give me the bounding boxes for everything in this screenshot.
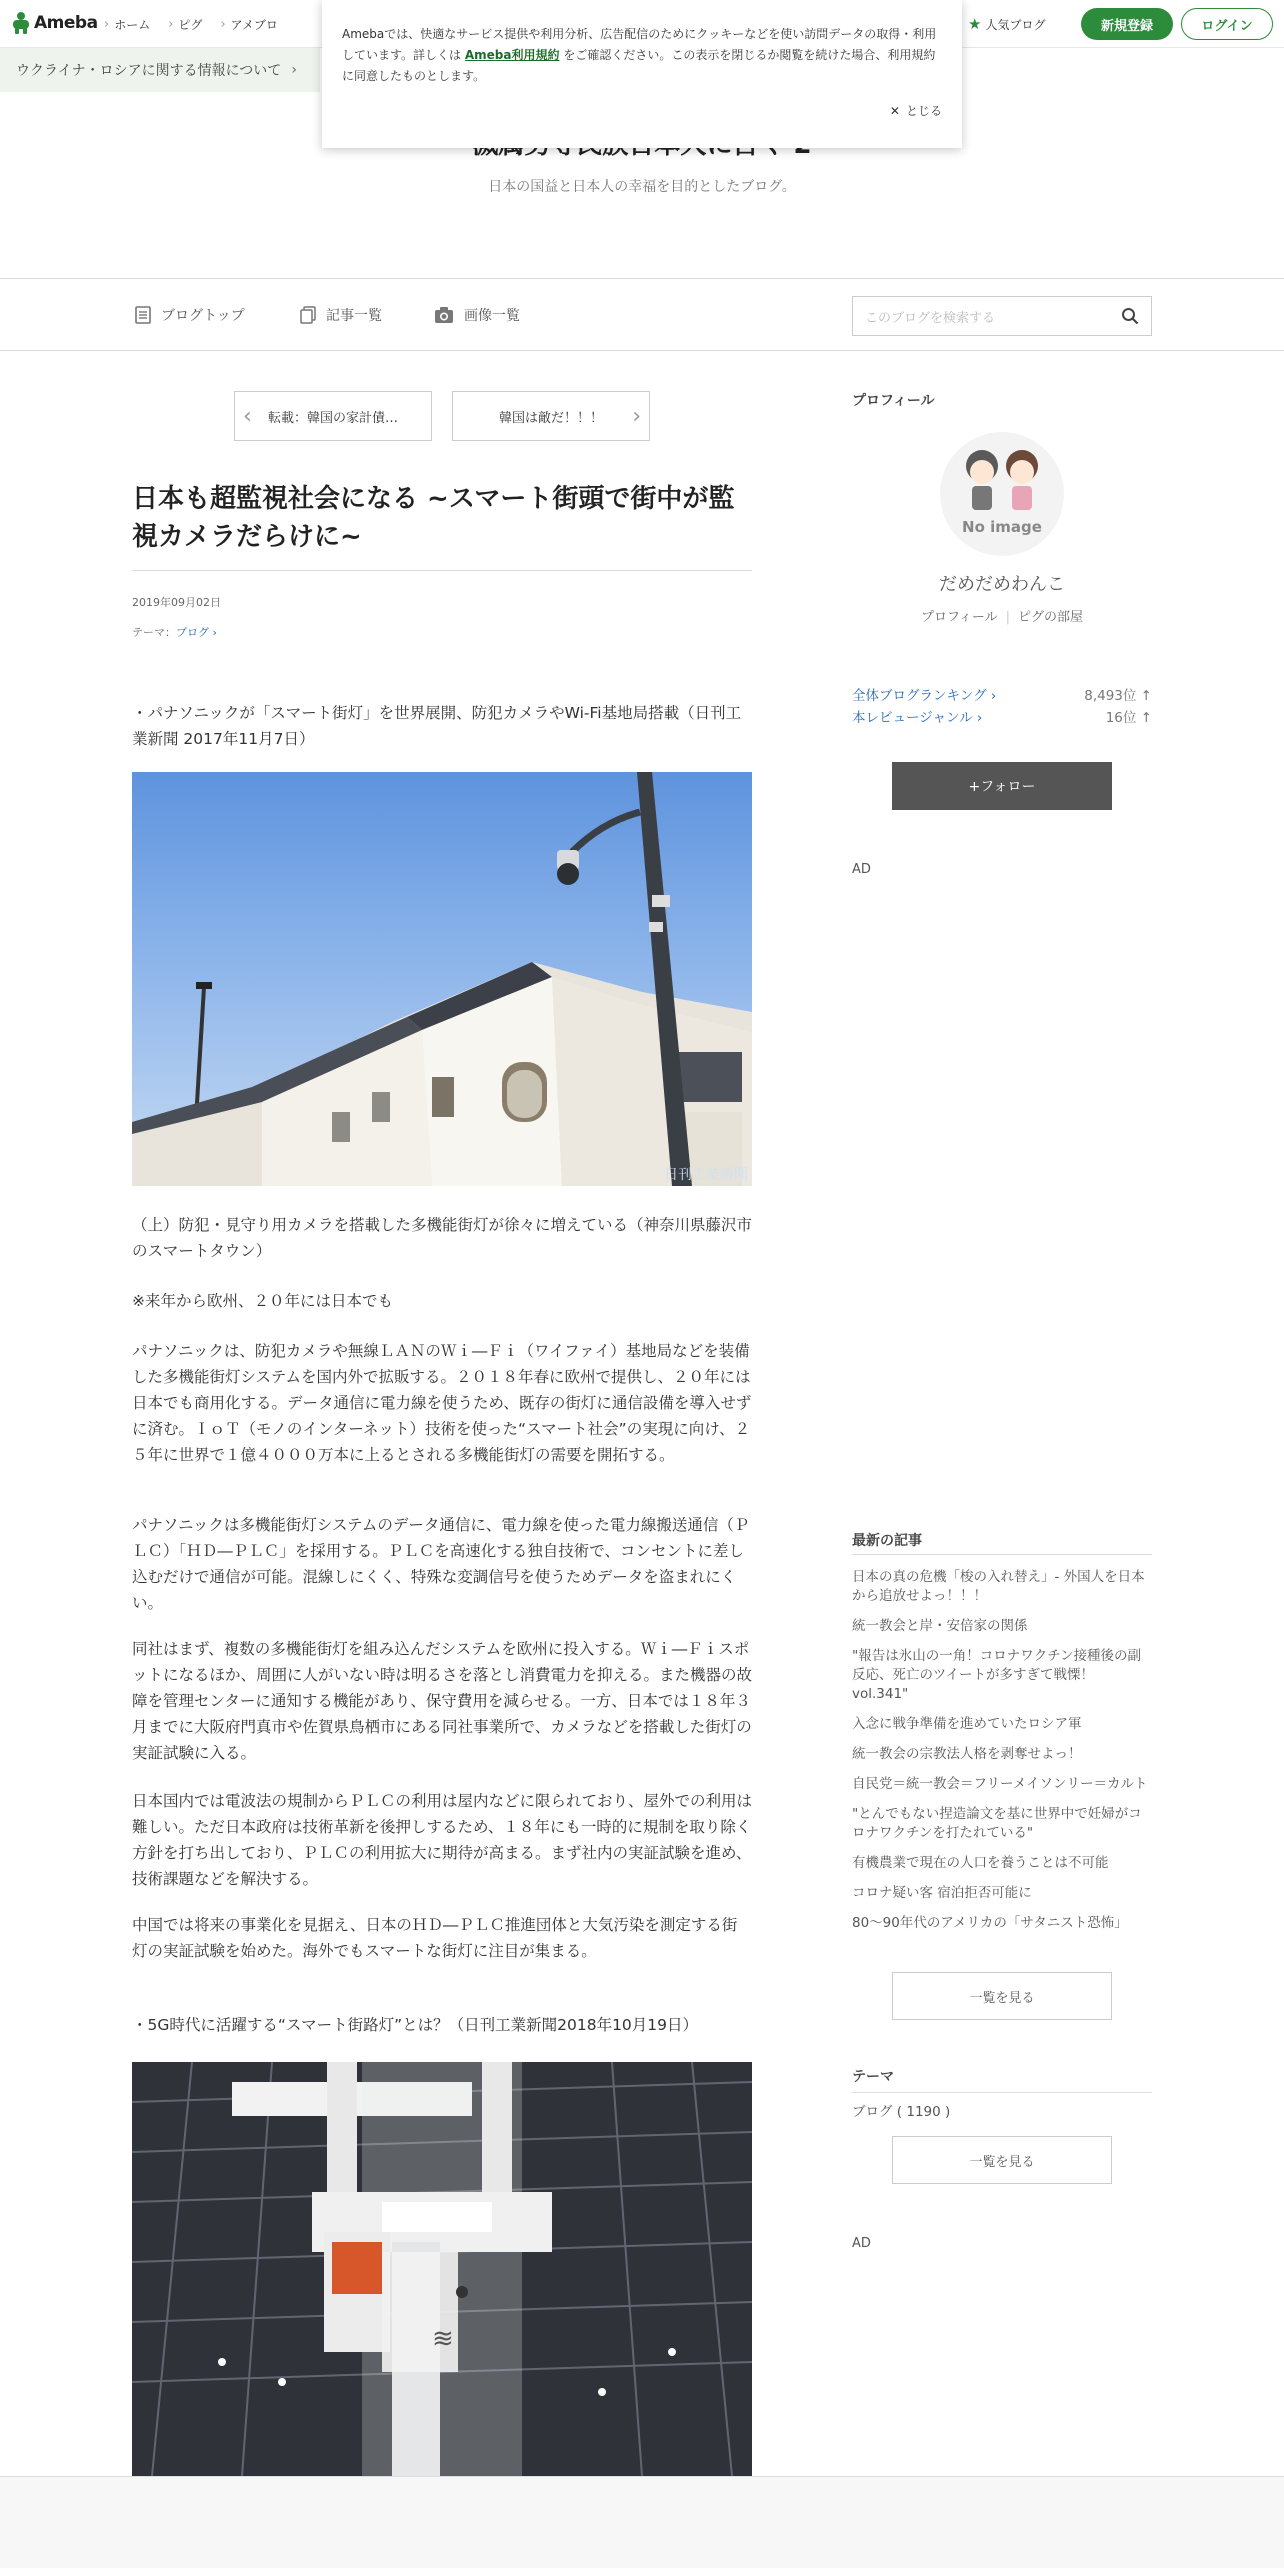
ranking-all-link[interactable]: 全体ブログランキング › — [852, 688, 997, 704]
no-image-label: No image — [962, 518, 1042, 536]
avatar[interactable] — [940, 432, 1064, 556]
article-paragraph: パナソニックは、防犯カメラや無線ＬＡＮのＷｉ―Ｆｉ（ワイファイ）基地局などを装備した多機能街灯システムを国内外で拡販する。２０１８年春に欧州で提供し、２０年には日本でも商用化する。データ通信に電力線を使うため、既存の街灯に通信設備を導入せずに済む。ＩｏＴ（モノのインターネット）技術を使った“スマート社会”の実現に向け、２５年に世界で１億４０００万本に上るとされる多機能街灯の需要を開拓する。 — [132, 1342, 752, 1464]
article-paragraph: ・パナソニックが「スマート街灯」を世界展開、防犯カメラやWi-Fi基地局搭載（日刊工業新聞 2017年11月7日） — [132, 704, 742, 748]
ameba-logo-text: Ameba — [34, 13, 98, 33]
recent-entry[interactable]: "報告は氷山の一角！コロナワクチン接種後の副反応、死亡のツイートが多すぎて戦慄！ vol.341" — [852, 1648, 1142, 1702]
profile-link[interactable]: プロフィール — [920, 610, 998, 625]
theme-link[interactable]: ブログ — [176, 626, 209, 639]
nav-home[interactable]: › ホーム — [104, 16, 150, 33]
article-paragraph: ・5G時代に活躍する“スマート街路灯”とは？（日刊工業新聞2018年10月19日） — [132, 2016, 699, 2034]
recent-entry[interactable]: 80～90年代のアメリカの「サタニスト恐怖」 — [852, 1915, 1128, 1931]
article-date: 2019年09月02日 — [132, 596, 221, 609]
cookie-notice-text — [342, 24, 942, 87]
recent-entry[interactable]: 自民党＝統一教会＝フリーメイソンリー＝カルト — [852, 1776, 1148, 1792]
ad-label: AD — [852, 2236, 871, 2251]
prev-entry-link[interactable] — [234, 391, 432, 441]
theme-more-button[interactable]: 一覧を見る — [892, 2136, 1112, 2184]
image-list-label: 画像一覧 — [464, 308, 520, 324]
profile-links — [852, 606, 1152, 625]
blog-top-label: ブログトップ — [161, 308, 245, 324]
article-paragraph: 中国では将来の事業化を見据え、日本のＨＤ―ＰＬＣ推進団体と大気汚染を測定する街灯の実証試験を始めた。海外でもスマートな街灯に注目が集まる。 — [132, 1916, 738, 1960]
cookie-text-after: をご確認ください。この表示を閉じるか閲覧を続けた場合、利用規約に同意したものとします。 — [342, 48, 936, 83]
entry-list-label: 記事一覧 — [326, 308, 382, 324]
search-icon[interactable] — [1121, 307, 1139, 325]
recent-entries-heading: 最新の記事 — [852, 1533, 922, 1549]
bottom-bar — [0, 2476, 1284, 2568]
nav-ameblo[interactable]: › アメブロ — [220, 16, 277, 33]
recent-entry[interactable]: 統一教会と岸・安倍家の関係 — [852, 1618, 1028, 1634]
blog-top-link[interactable] — [135, 305, 245, 325]
cookie-notice — [322, 0, 962, 148]
ukraine-info-banner[interactable] — [0, 48, 320, 92]
image-list-link[interactable] — [434, 305, 520, 325]
separator: | — [1005, 610, 1011, 625]
close-icon: ✕ — [889, 103, 900, 118]
blog-search-input[interactable] — [852, 296, 1152, 336]
recent-entry[interactable]: コロナ疑い客 宿泊拒否可能に — [852, 1885, 1032, 1901]
signup-button[interactable]: 新規登録 — [1081, 8, 1173, 40]
entry-list-link[interactable] — [300, 305, 382, 325]
blog-description: 日本の国益と日本人の幸福を目的としたブログ。 — [488, 179, 796, 195]
search-placeholder: このブログを検索する — [865, 310, 996, 326]
theme-heading: テーマ — [852, 2069, 894, 2085]
no-image-avatar-icon — [940, 432, 1064, 556]
terms-link[interactable]: Ameba利用規約 — [464, 48, 560, 62]
document-icon — [135, 306, 151, 324]
streetlight-photo-illustration — [132, 772, 752, 1186]
ameba-logo[interactable] — [12, 12, 98, 34]
chevron-right-icon: › — [632, 404, 641, 429]
smart-streetlight-photo-illustration — [132, 2062, 752, 2476]
recent-entry[interactable]: 入念に戦争準備を進めていたロシア軍 — [852, 1716, 1082, 1732]
ad-label: AD — [852, 862, 871, 877]
recent-entry[interactable]: 日本の真の危機「梭の入れ替え」- 外国人を日本から追放せよっ！！！ — [852, 1569, 1145, 1604]
login-button[interactable]: ログイン — [1181, 8, 1273, 40]
article-paragraph: パナソニックは多機能街灯システムのデータ通信に、電力線を使った電力線搬送通信（ＰＬＣ）「ＨＤ―ＰＬＣ」を採用する。ＰＬＣを高速化する独自技術で、コンセントに差し込むだけで通信が可能。混線しにくく、特殊な変調信号を使うためデータを盗まれにくい。 — [132, 1516, 750, 1612]
svg-text:≋: ≋ — [432, 2324, 454, 2354]
theme-item[interactable]: ブログ ( 1190 ) — [852, 2104, 951, 2120]
cookie-close-button[interactable] — [890, 102, 942, 119]
ranking-all — [852, 684, 1152, 704]
cookie-close-label: とじる — [905, 104, 942, 118]
ranking-all-value: 8,493位 ↑ — [1084, 688, 1152, 704]
nav-pigg[interactable]: › ピグ — [168, 16, 202, 33]
ranking-genre — [852, 706, 1152, 726]
camera-icon — [434, 306, 454, 324]
recent-entry[interactable]: "とんでもない捏造論文を基に世界中で妊婦がコロナワクチンを打たれている" — [852, 1806, 1142, 1841]
next-entry-title: 韓国は敵だ！！！ — [498, 410, 603, 426]
article-paragraph: ※来年から欧州、２０年には日本でも — [132, 1292, 393, 1310]
popular-blog-link[interactable] — [968, 15, 1045, 33]
pig-room-link[interactable]: ピグの部屋 — [1018, 610, 1084, 625]
next-entry-link[interactable] — [452, 391, 650, 441]
profile-heading: プロフィール — [852, 393, 935, 409]
recent-more-button[interactable]: 一覧を見る — [892, 1972, 1112, 2020]
divider — [852, 1554, 1152, 1555]
article-photo-smart-streetlight — [132, 2062, 752, 2476]
copy-icon — [300, 306, 316, 324]
ameba-logo-icon — [12, 12, 30, 34]
blog-nav — [0, 278, 1284, 351]
ukraine-info-text: ウクライナ・ロシアに関する情報について — [16, 63, 282, 79]
global-nav — [104, 16, 278, 33]
recent-entries-list — [852, 1568, 1152, 1944]
article-title: 日本も超監視社会になる ~スマート街頭で街中が監視カメラだらけに~ — [132, 480, 752, 571]
article-photo-streetlight — [132, 772, 752, 1186]
divider — [852, 2092, 1152, 2093]
photo-credit: 日刊工業新聞 — [664, 1167, 748, 1183]
follow-button[interactable]: +フォロー — [892, 762, 1112, 810]
star-icon: ★ — [968, 15, 982, 33]
prev-entry-title: 転載：韓国の家計債… — [267, 410, 398, 426]
chevron-left-icon: ‹ — [243, 404, 252, 429]
cookie-text-before: Amebaでは、快適なサービス提供や利用分析、広告配信のためにクッキーなどを使い訪問データの取得・利用しています。詳しくは — [342, 27, 937, 62]
article-paragraph: 日本国内では電波法の規制からＰＬＣの利用は屋内などに限られており、屋外での利用は難しい。ただ日本政府は技術革新を後押しするため、１８年にも一時的に規制を取り除く方針を打ち出しており、ＰＬＣの利用拡大に期待が高まる。まず社内の実証試験を進め、技術課題などを解決する。 — [132, 1792, 753, 1888]
theme-label: テーマ： — [132, 626, 176, 639]
article-paragraph: （上）防犯・見守り用カメラを搭載した多機能街灯が徐々に増えている（神奈川県藤沢市のスマートタウン） — [132, 1216, 753, 1260]
article-theme — [132, 624, 217, 640]
article-paragraph: 同社はまず、複数の多機能街灯を組み込んだシステムを欧州に投入する。Ｗｉ―Ｆｉスポットになるほか、周囲に人がいない時は明るさを落とし消費電力を抑える。また機器の故障を管理センターに通知する機能があり、保守費用を減らせる。一方、日本では１８年３月までに大阪府門真市や佐賀県鳥栖市にある同社事業所で、カメラなどを搭載した街灯の実証試験に入る。 — [132, 1640, 753, 1762]
ranking-all-label: 全体ブログランキング — [852, 688, 987, 704]
ranking-genre-link[interactable]: 本レビュージャンル › — [852, 710, 983, 726]
ranking-genre-label: 本レビュージャンル — [852, 710, 973, 726]
recent-entry[interactable]: 統一教会の宗教法人格を剥奪せよっ！ — [852, 1746, 1082, 1762]
blogger-nickname[interactable]: だめだめわんこ — [939, 574, 1065, 595]
popular-blog-label: 人気ブログ — [985, 17, 1046, 32]
divider — [0, 2476, 1284, 2477]
chevron-right-icon: › — [291, 62, 297, 78]
ranking-genre-value: 16位 ↑ — [1105, 710, 1152, 726]
chevron-right-icon: › — [209, 626, 217, 639]
recent-entry[interactable]: 有機農業で現在の人口を養うことは不可能 — [852, 1855, 1109, 1871]
